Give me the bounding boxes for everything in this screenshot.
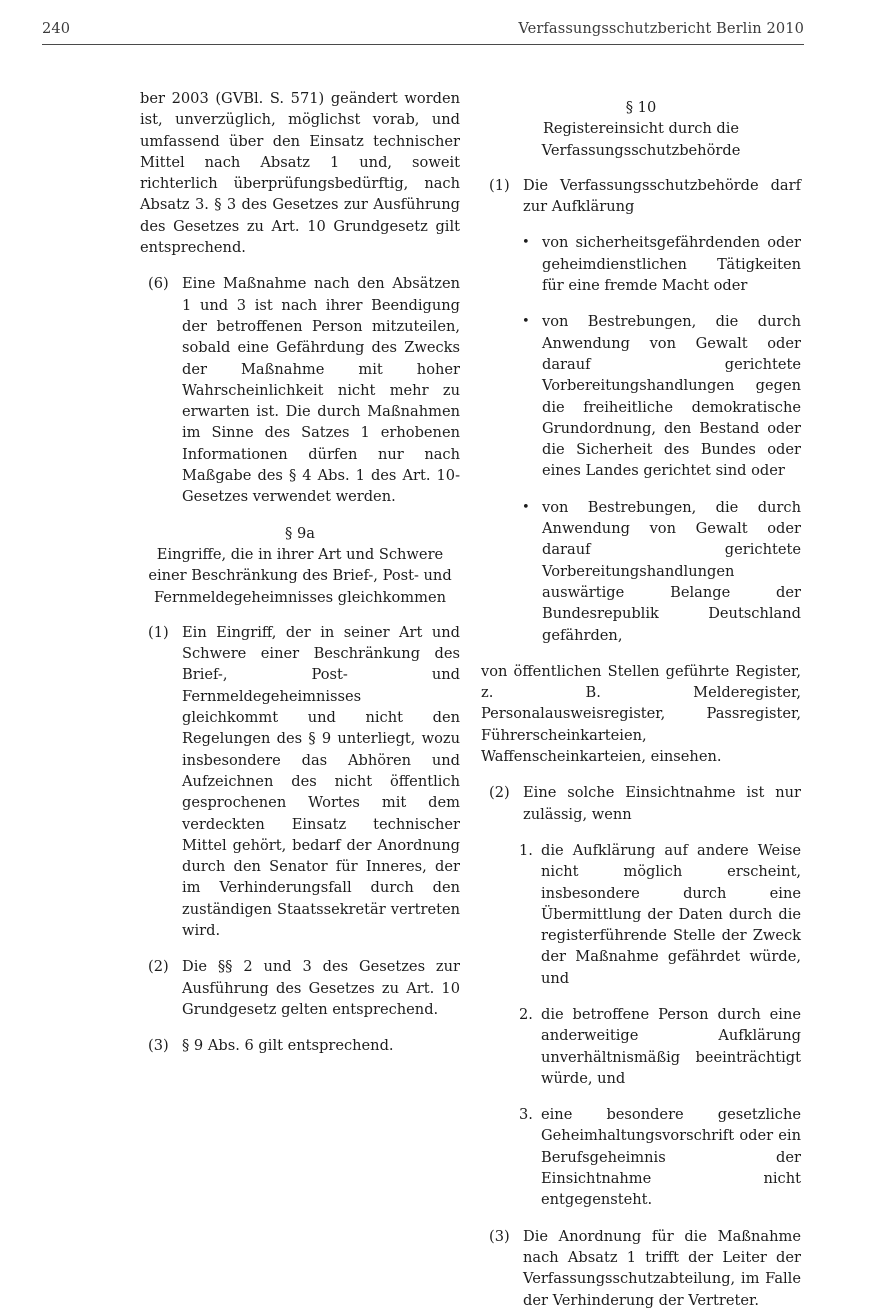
page-number: 240 xyxy=(42,20,71,37)
clause-10-1 xyxy=(481,175,801,218)
section-heading-9a xyxy=(140,523,460,608)
list-item-text: die Aufklärung auf andere Weise nicht möglich erscheint, insbesondere durch eine Übermittlung der Daten durch die registerführende Stelle der Zweck der Maßnahme gefährdet würde, und xyxy=(541,841,801,987)
clause-10-3 xyxy=(481,1226,801,1311)
text-column-right xyxy=(481,88,801,1311)
list-item: • von sicherheitsgefährdenden oder geheimdienstlichen Tätigkeiten für eine fremde Macht oder xyxy=(481,232,801,296)
list-marker: 3. xyxy=(519,1106,533,1124)
continued-paragraph: ber 2003 (GVBl. S. 571) geändert worden ist, unverzüglich, möglichst vorab, und umfassend über den Einsatz technischer Mittel nach Absatz 1 und, soweit richterlich überprüfungsbedürftig, nach Absatz 3. § 3 des Gesetzes zur Ausführung des Gesetzes zu Art. 10 Grundgesetz gilt entsprechend. xyxy=(140,90,460,257)
section-title: Eingriffe, die in ihrer Art und Schwere einer Beschränkung des Brief-, Post- und Fernmeldegeheimnisses gleichkommen xyxy=(148,545,452,606)
clause-label: (2) xyxy=(489,784,510,802)
bullet-list xyxy=(481,232,801,645)
section-number: § 9a xyxy=(285,524,315,542)
clause-9a-2 xyxy=(140,956,460,1020)
clause-label: (2) xyxy=(148,958,169,976)
clause-text: § 9 Abs. 6 gilt entsprechend. xyxy=(182,1037,394,1055)
clause-label: (3) xyxy=(489,1227,510,1245)
clause-text: Die Verfassungsschutzbehörde darf zur Aufklärung xyxy=(523,176,801,216)
list-item xyxy=(481,840,801,989)
clause-9a-3 xyxy=(140,1035,460,1056)
list-item: • von Bestrebungen, die durch Anwendung von Gewalt oder darauf gerichtete Vorbereitungshandlungen gegen die freiheitliche demokratische Grundordnung, den Bestand oder die Sicherheit des Bundes oder eines Landes gerichtet sind oder xyxy=(481,311,801,481)
clause-text: Eine Maßnahme nach den Absätzen 1 und 3 ist nach ihrer Beendigung der betroffenen Person mitzuteilen, sobald eine Gefährdung des Zwecks der Maßnahme mit hoher Wahrscheinlichkeit nicht mehr zu erwarten ist. Die durch Maßnahmen im Sinne des Satzes 1 erhobenen Informationen dürfen nur nach Maßgabe des § 4 Abs. 1 des Art. 10-Gesetzes verwendet werden. xyxy=(182,275,460,506)
clause-label: (1) xyxy=(489,176,510,194)
section-number: § 10 xyxy=(625,99,657,116)
bullets-continuation-paragraph: von öffentlichen Stellen geführte Register, z. B. Melderegister, Personalausweisregister, Passregister, Führerscheinkarteien, Waffenscheinkarteien, einsehen. xyxy=(481,662,801,766)
list-item xyxy=(481,1004,801,1089)
running-title: Verfassungsschutzbericht Berlin 2010 xyxy=(518,20,804,37)
clause-6 xyxy=(140,273,460,507)
numbered-list xyxy=(481,840,801,1211)
list-item xyxy=(481,1104,801,1210)
page-body xyxy=(0,88,875,1311)
clause-label: (1) xyxy=(148,623,169,641)
clause-text: Die Anordnung für die Maßnahme nach Absatz 1 trifft der Leiter der Verfassungsschutzabteilung, im Falle der Verhinderung der Vertreter. xyxy=(523,1227,801,1309)
clause-10-2 xyxy=(481,782,801,825)
list-marker: 1. xyxy=(519,841,533,859)
text-column-left xyxy=(140,88,460,1056)
section-heading-10 xyxy=(481,97,801,161)
list-item-text: eine besondere gesetzliche Geheimhaltungsvorschrift oder ein Berufsgeheimnis der Einsichtnahme nicht entgegensteht. xyxy=(541,1106,801,1209)
page-header xyxy=(42,20,804,45)
clause-text: Die §§ 2 und 3 des Gesetzes zur Ausführung des Gesetzes zu Art. 10 Grundgesetz gelten entsprechend. xyxy=(182,958,460,1018)
clause-text: Eine solche Einsichtnahme ist nur zulässig, wenn xyxy=(523,784,801,823)
clause-label: (6) xyxy=(148,275,169,293)
clause-text: Ein Eingriff, der in seiner Art und Schwere einer Beschränkung des Brief-, Post- und Fernmeldegeheimnisses gleichkommt und nicht den Regelungen des § 9 unterliegt, wozu insbesondere das Abhören und Aufzeichnen des nicht öffentlich gesprochenen Wortes mit dem verdeckten Einsatz technischer Mittel gehört, bedarf der Anordnung durch den Senator für Inneres, der im Verhinderungsfall durch den zuständigen Staatssekretär vertreten wird. xyxy=(182,623,460,939)
section-title: Registereinsicht durch die Verfassungsschutzbehörde xyxy=(541,120,741,159)
list-item: • von Bestrebungen, die durch Anwendung von Gewalt oder darauf gerichtete Vorbereitungshandlungen auswärtige Belange der Bundesrepublik Deutschland gefährden, xyxy=(481,497,801,646)
list-item-text: die betroffene Person durch eine anderweitige Aufklärung unverhältnismäßig beeinträchtigt würde, und xyxy=(541,1005,801,1087)
clause-label: (3) xyxy=(148,1037,169,1055)
list-marker: 2. xyxy=(519,1005,533,1023)
clause-9a-1 xyxy=(140,622,460,941)
